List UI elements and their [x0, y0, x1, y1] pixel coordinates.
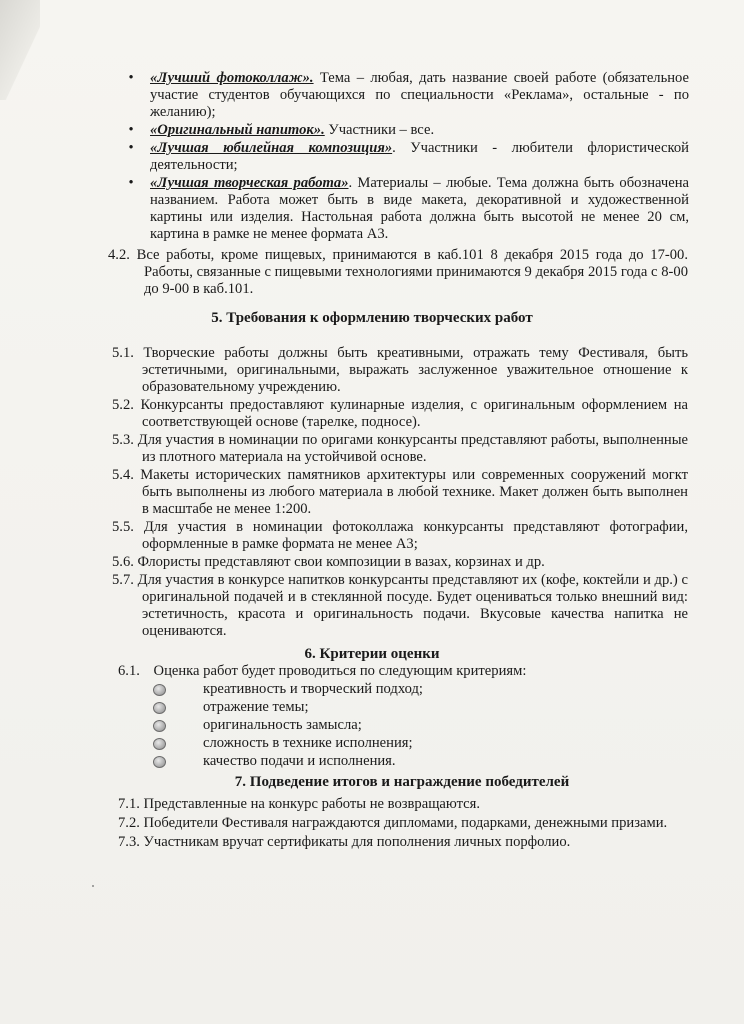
list-item — [153, 735, 553, 753]
page-fold-shadow — [0, 0, 40, 100]
criteria-list — [153, 681, 553, 771]
item-4-2 — [108, 247, 688, 299]
item-number: 4.2. — [108, 247, 130, 263]
list-item — [112, 397, 688, 431]
list-item — [124, 70, 689, 121]
circle-bullet-icon — [153, 756, 166, 768]
list-item — [118, 796, 698, 814]
nomination-name: «Лучшая творческая работа» — [150, 175, 349, 191]
section-5-list — [112, 345, 688, 641]
list-item — [112, 519, 688, 553]
nomination-text: Тема – любая, дать название своей работе (обязательное участие студентов обучающихся по специальности «Реклама», остальные - по желанию); — [150, 70, 689, 120]
item-number: 5.6. — [112, 554, 134, 570]
circle-bullet-icon — [153, 720, 166, 732]
item-text: Для участия в номинации фотоколлажа конкурсанты представляют фотографии, оформленные в рамке формата не менее А3; — [142, 519, 688, 552]
list-item — [124, 122, 689, 139]
criterion-text: качество подачи и исполнения. — [203, 753, 396, 769]
item-number: 5.7. — [112, 572, 134, 588]
bullet-icon: • — [128, 70, 134, 86]
list-item — [112, 572, 688, 640]
bullet-icon: • — [128, 140, 134, 156]
bullet-icon: • — [128, 175, 134, 191]
nomination-name: «Лучшая юбилейная композиция» — [150, 140, 393, 156]
criterion-text: оригинальность замысла; — [203, 717, 362, 733]
item-number: 7.2. — [118, 815, 140, 831]
list-item — [118, 663, 678, 680]
list-item — [112, 432, 688, 466]
nomination-name: «Лучший фотоколлаж». — [150, 70, 314, 86]
circle-bullet-icon — [153, 702, 166, 714]
section-6-intro — [118, 663, 678, 681]
list-item — [112, 345, 688, 396]
item-text: Участникам вручат сертификаты для пополнения личных порфолио. — [143, 834, 571, 850]
item-text: Победители Фестиваля награждаются дипломами, подарками, денежными призами. — [143, 815, 668, 831]
section-7-title: 7. Подведение итогов и награждение победителей — [234, 774, 570, 790]
list-item — [153, 699, 553, 717]
section-7-list — [118, 796, 698, 853]
list-item — [124, 175, 689, 243]
section-5-title: 5. Требования к оформлению творческих работ — [211, 310, 533, 326]
circle-bullet-icon — [153, 684, 166, 696]
item-number: 5.1. — [112, 345, 134, 361]
scan-speck — [92, 885, 94, 887]
bullet-icon: • — [128, 122, 134, 138]
nomination-name: «Оригинальный напиток». — [150, 122, 325, 138]
item-number: 5.3. — [112, 432, 134, 448]
item-text: Конкурсанты предоставляют кулинарные изделия, с оригинальным оформлением на соответствующей основе (тарелке, подносе). — [140, 397, 689, 430]
item-text: Макеты исторических памятников архитектуры или современных сооружений могкт быть выполнены из любого материала в любой технике. Макет должен быть выполнен в масштабе не менее 1:200. — [140, 467, 689, 517]
nomination-text: . Материалы – любые. Тема должна быть обозначена названием. Работа может быть в виде макета, декоративной и художественной картины или изделия. Настольная работа должна быть высотой не менее 20 см, картина в рамке не менее формата А3. — [150, 175, 689, 242]
item-text: Представленные на конкурс работы не возвращаются. — [143, 796, 481, 812]
criterion-text: отражение темы; — [203, 699, 309, 715]
list-item — [124, 140, 689, 174]
nomination-text: . Участники - любители флористической деятельности; — [150, 140, 689, 173]
item-text: Для участия в конкурсе напитков конкурсанты представляют их (кофе, коктейли и др.) с оригинальной подачей и в стеклянной посуде. Будет оцениваться только внешний вид: эстетичность, красота и оригинальность подачи. Вкусовые качества напитка не оцениваются. — [137, 572, 688, 639]
item-text: Творческие работы должны быть креативными, отражать тему Фестиваля, быть эстетичными, оригинальными, выражать заслуженное уважительное отношение к образовательному учреждению. — [142, 345, 688, 395]
list-item — [112, 467, 688, 518]
list-item — [153, 753, 553, 771]
list-item — [108, 247, 688, 298]
item-text: Оценка работ будет проводиться по следующим критериям: — [153, 663, 527, 679]
list-item — [118, 815, 698, 833]
circle-bullet-icon — [153, 738, 166, 750]
item-number: 5.5. — [112, 519, 134, 535]
item-number: 5.2. — [112, 397, 134, 413]
item-text: Флористы представляют свои композиции в вазах, корзинах и др. — [137, 554, 545, 570]
criterion-text: сложность в технике исполнения; — [203, 735, 413, 751]
list-item — [112, 554, 688, 571]
list-item — [153, 717, 553, 735]
list-item — [153, 681, 553, 699]
list-item — [118, 834, 698, 852]
item-number: 7.3. — [118, 834, 140, 850]
section-6-title: 6. Критерии оценки — [304, 646, 440, 662]
item-number: 6.1. — [118, 663, 140, 679]
item-text: Все работы, кроме пищевых, принимаются в каб.101 8 декабря 2015 года до 17-00. Работы, связанные с пищевыми технологиями принимаются 9 декабря 2015 года с 8-00 до 9-00 в каб.101. — [136, 247, 689, 297]
nomination-text: Участники – все. — [324, 122, 435, 138]
nominations-list — [124, 70, 689, 244]
item-number: 7.1. — [118, 796, 140, 812]
item-number: 5.4. — [112, 467, 134, 483]
criterion-text: креативность и творческий подход; — [203, 681, 423, 697]
item-text: Для участия в номинации по оригами конкурсанты представляют работы, выполненные из плотного материала на устойчивой основе. — [137, 432, 688, 465]
